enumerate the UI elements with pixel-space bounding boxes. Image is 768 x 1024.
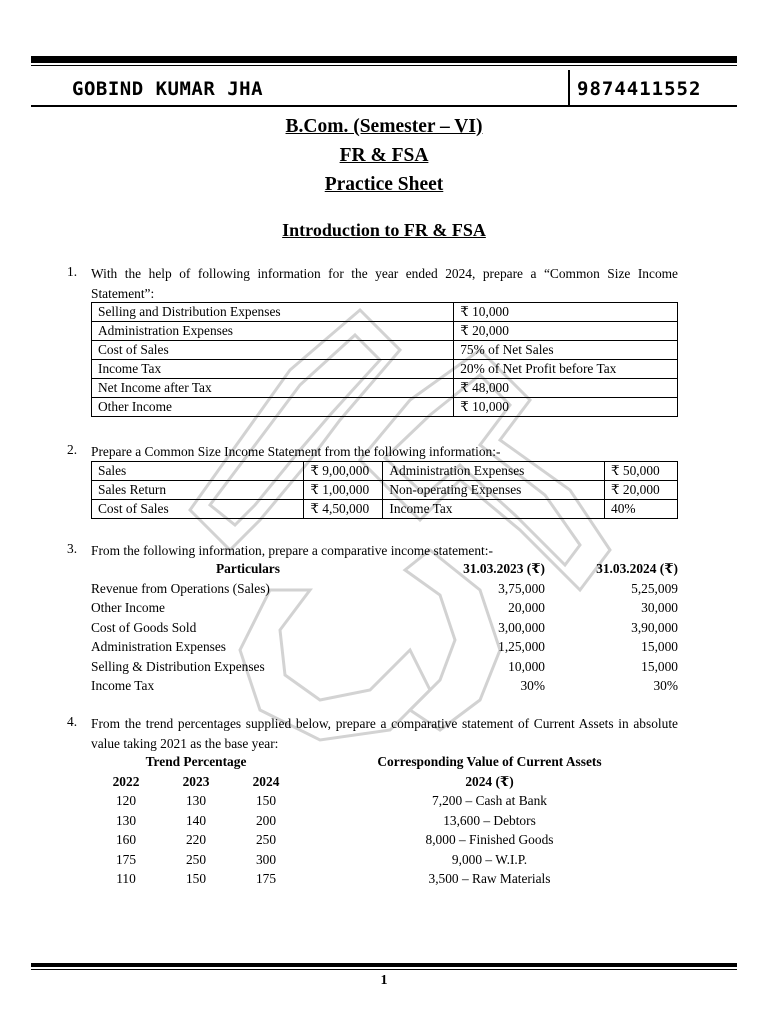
author-phone: 9874411552 <box>577 78 702 100</box>
table-cell: 150 <box>185 871 207 886</box>
q1-number: 1. <box>67 264 78 279</box>
table-cell: Non-operating Expenses <box>383 481 605 500</box>
subject-title: FR & FSA <box>339 145 429 166</box>
author-name: GOBIND KUMAR JHA <box>72 78 264 100</box>
q1-table <box>91 302 678 417</box>
table-cell: 75% of Net Sales <box>454 341 678 360</box>
table-cell: 175 <box>255 871 277 886</box>
sheet-title: Practice Sheet <box>324 174 444 195</box>
table-row <box>92 462 678 481</box>
table-row <box>92 322 678 341</box>
table-cell: Income Tax <box>92 360 454 379</box>
table-cell: 250 <box>255 832 277 847</box>
table-cell: ₹ 4,50,000 <box>304 500 383 519</box>
q4-number: 4. <box>67 714 78 729</box>
table-row <box>92 341 678 360</box>
table-row <box>91 811 678 831</box>
table-cell: 300 <box>255 851 277 867</box>
course-title: B.Com. (Semester – VI) <box>285 116 483 137</box>
table-cell: 20,000 <box>508 600 545 615</box>
column-header: Particulars <box>216 561 280 576</box>
table-row <box>92 303 678 322</box>
table-row <box>91 791 678 811</box>
q3-text: From the following information, prepare a comparative income statement:- <box>91 543 493 558</box>
column-header: 31.03.2024 (₹) <box>596 561 678 576</box>
table-row <box>92 379 678 398</box>
footer-thin-rule <box>31 969 737 970</box>
table-row <box>92 360 678 379</box>
table-cell: Revenue from Operations (Sales) <box>91 580 270 596</box>
table-cell: 140 <box>185 812 207 828</box>
table-row <box>91 637 678 657</box>
table-cell: Selling and Distribution Expenses <box>92 303 454 322</box>
table-row <box>92 500 678 519</box>
table-cell: 200 <box>255 812 277 828</box>
table-cell: 3,00,000 <box>498 619 545 635</box>
table-cell: 3,90,000 <box>631 619 678 635</box>
q4-text: From the trend percentages supplied below, prepare a comparative statement of Current Assets in absolute value taking 2021 as the base year: <box>91 716 678 751</box>
table-cell: ₹ 48,000 <box>454 379 678 398</box>
q2-number: 2. <box>67 442 78 457</box>
table-cell: 8,000 – Finished Goods <box>425 832 554 847</box>
q2-table <box>91 461 678 519</box>
table-cell: Sales Return <box>92 481 304 500</box>
header-separator <box>568 70 570 106</box>
table-cell: 10,000 <box>508 658 545 674</box>
table-cell: 13,600 – Debtors <box>443 812 536 828</box>
table-cell: Net Income after Tax <box>92 379 454 398</box>
table-row <box>91 618 678 638</box>
table-cell: 30,000 <box>641 600 678 615</box>
table-cell: Administration Expenses <box>383 462 605 481</box>
table-row <box>92 398 678 417</box>
table-cell: Cost of Sales <box>92 500 304 519</box>
table-header-row <box>91 559 678 579</box>
q3-number: 3. <box>67 541 78 556</box>
topic-title: Introduction to FR & FSA <box>282 220 486 240</box>
table-cell: 110 <box>116 871 136 886</box>
table-row <box>91 657 678 677</box>
header-thick-rule <box>31 56 737 63</box>
table-cell: 40% <box>605 500 678 519</box>
table-cell: 250 <box>185 851 207 867</box>
trend-heading: Trend Percentage <box>145 754 247 769</box>
table-cell: ₹ 50,000 <box>605 462 678 481</box>
column-header: 31.03.2023 (₹) <box>463 561 545 576</box>
column-header: 2024 (₹) <box>465 773 514 789</box>
table-cell: 220 <box>185 832 207 847</box>
table-cell: 130 <box>115 812 137 828</box>
table-cell: 30% <box>520 678 545 693</box>
table-cell: Cost of Sales <box>92 341 454 360</box>
table-row <box>91 598 678 618</box>
column-header: 2022 <box>112 773 140 789</box>
header-thin-rule <box>31 65 737 66</box>
table-cell: Administration Expenses <box>92 322 454 341</box>
value-heading: Corresponding Value of Current Assets <box>377 754 602 769</box>
table-cell: Other Income <box>92 398 454 417</box>
table-cell: Other Income <box>91 600 165 615</box>
table-cell: 1,25,000 <box>498 639 545 654</box>
page-number: 1 <box>380 973 388 988</box>
column-header: 2024 <box>252 773 280 789</box>
table-cell: 150 <box>255 793 277 808</box>
table-cell: ₹ 10,000 <box>454 303 678 322</box>
table-cell: 15,000 <box>641 658 678 674</box>
table-cell: ₹ 20,000 <box>454 322 678 341</box>
table-cell: 3,500 – Raw Materials <box>428 871 551 886</box>
table-cell: 15,000 <box>641 639 678 654</box>
table-cell: 3,75,000 <box>498 580 545 596</box>
table-row <box>91 869 678 889</box>
table-row <box>91 676 678 696</box>
table-row <box>91 830 678 850</box>
table-cell: ₹ 20,000 <box>605 481 678 500</box>
footer-thick-rule <box>31 963 737 967</box>
table-cell: 9,000 – W.I.P. <box>451 851 528 867</box>
table-cell: 130 <box>185 793 207 808</box>
table-cell: Administration Expenses <box>91 639 227 654</box>
table-row <box>92 481 678 500</box>
table-row <box>91 850 678 870</box>
table-cell: 7,200 – Cash at Bank <box>432 793 547 808</box>
table-cell: Cost of Goods Sold <box>91 619 197 635</box>
table-cell: ₹ 9,00,000 <box>304 462 383 481</box>
table-cell: Income Tax <box>383 500 605 519</box>
table-cell: 175 <box>115 851 137 867</box>
table-cell: Sales <box>92 462 304 481</box>
table-cell: ₹ 1,00,000 <box>304 481 383 500</box>
table-cell: 120 <box>115 793 137 808</box>
table-cell: ₹ 10,000 <box>454 398 678 417</box>
table-cell: Income Tax <box>91 678 155 693</box>
table-cell: 160 <box>115 832 137 847</box>
q1-text: With the help of following information for the year ended 2024, prepare a “Common Size Income Statement”: <box>91 266 678 301</box>
q2-text: Prepare a Common Size Income Statement from the following information:- <box>91 444 501 459</box>
q3-table <box>91 559 678 696</box>
header-underline <box>31 105 737 107</box>
column-header: 2023 <box>182 773 210 789</box>
table-header-row <box>91 752 678 772</box>
table-cell: Selling & Distribution Expenses <box>91 658 265 674</box>
table-cell: 5,25,009 <box>631 580 678 596</box>
table-cell: 30% <box>653 678 678 693</box>
table-row <box>91 579 678 599</box>
q4-table <box>91 752 678 889</box>
table-header-row <box>91 772 678 792</box>
table-cell: 20% of Net Profit before Tax <box>454 360 678 379</box>
